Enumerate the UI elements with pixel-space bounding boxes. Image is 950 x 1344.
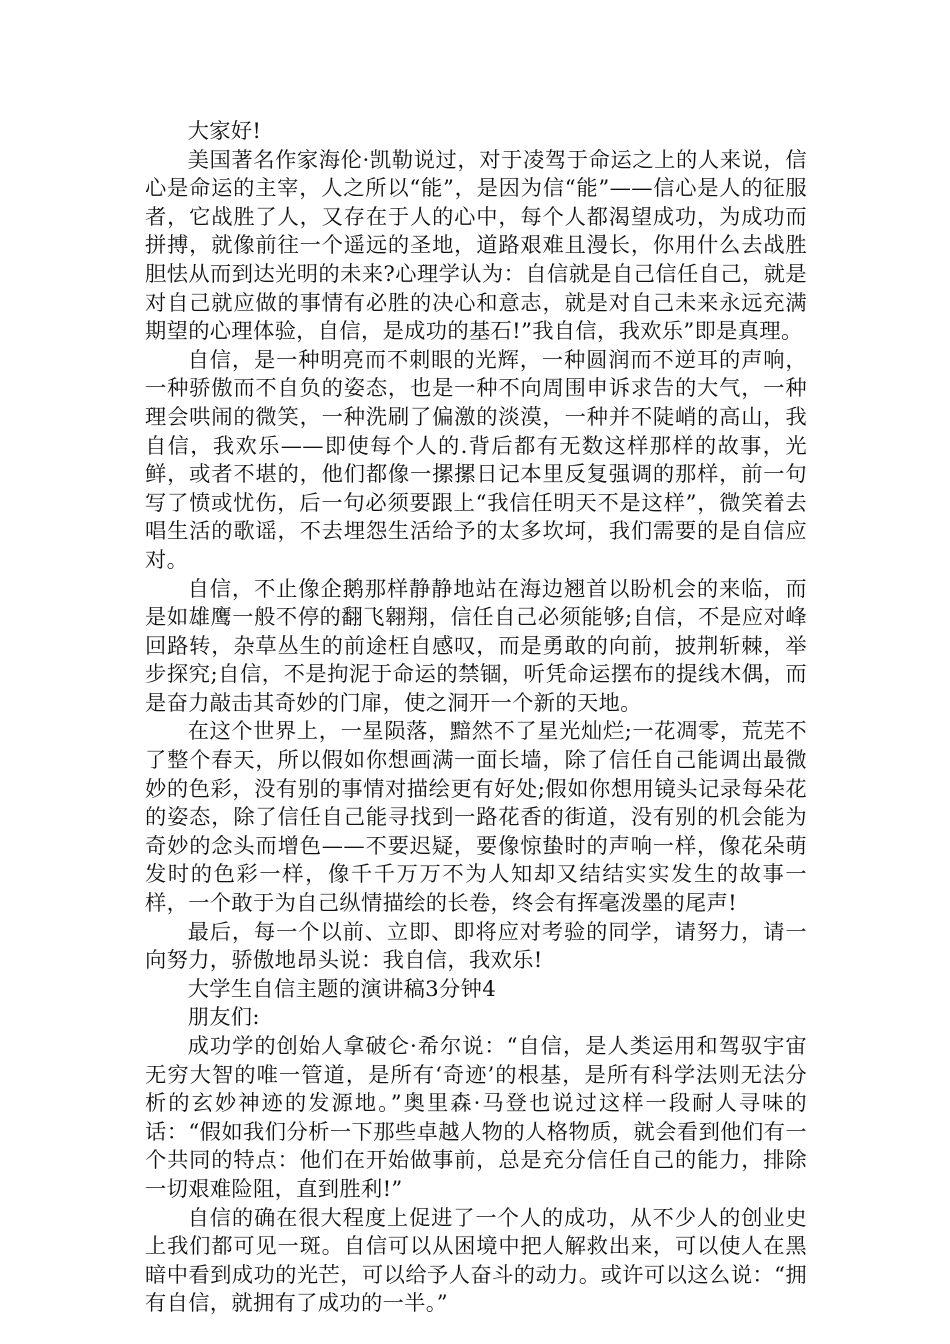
paragraph-confidence-light: 自信，是一种明亮而不刺眼的光辉，一种圆润而不逆耳的声响，一种骄傲而不自负的姿态，也是一种不向周围申诉求告的大气，一种理会哄闹的微笑，一种洗刷了偏激的淡漠，一种并不陡峭的高山，我自信，我欢乐——即使每个人的.背后都有无数这样那样的故事，光鲜，或者不堪的，他们都像一摞摞日记本里反复强调的那样，前一句写了愤或忧伤，后一句必须要跟上“我信任明天不是这样”，微笑着去唱生活的歌谣，不去埋怨生活给予的太多坎坷，我们需要的是自信应对。 bbox=[145, 347, 807, 573]
paragraph-helen-keller: 美国著名作家海伦·凯勒说过，对于凌驾于命运之上的人来说，信心是命运的主宰，人之所以“能”，是因为信“能”——信心是人的征服者，它战胜了人，又存在于人的心中，每个人都渴望成功，为成功而拼搏，就像前往一个遥远的圣地，道路艰难且漫长，你用什么去战胜胆怯从而到达光明的未来?心理学认为：自信就是自己信任自己，就是对自己就应做的事情有必胜的决心和意志，就是对自己未来永远充满期望的心理体验，自信，是成功的基石!”我自信，我欢乐”即是真理。 bbox=[145, 147, 807, 345]
paragraph-napoleon-hill: 成功学的创始人拿破仑·希尔说：“自信，是人类运用和驾驭宇宙无穷大智的唯一管道，是所有‘奇迹’的根基，是所有科学法则无法分析的玄妙神迹的发源地。”奥里森·马登也说过这样一段耐人寻味的话：“假如我们分析一下那些卓越人物的人格物质，就会看到他们有一个共同的特点：他们在开始做事前，总是充分信任自己的能力，排除一切艰难险阻，直到胜利!” bbox=[145, 1034, 807, 1202]
salutation: 朋友们: bbox=[187, 1005, 260, 1031]
greeting: 大家好! bbox=[187, 119, 262, 144]
paragraph-success: 自信的确在很大程度上促进了一个人的成功，从不少人的创业史上我们都可见一斑。自信可以从困境中把人解救出来，可以使人在黑暗中看到成功的光芒，可以给予人奋斗的动力。或许可以这么说：“拥有自信，就拥有了成功的一半。” bbox=[145, 1205, 807, 1317]
paragraph-closing: 最后，每一个以前、立即、即将应对考验的同学，请努力，请一向努力，骄傲地昂头说：我自信，我欢乐! bbox=[145, 919, 807, 974]
paragraph-confidence-eagle: 自信，不止像企鹅那样静静地站在海边翘首以盼机会的来临，而是如雄鹰一般不停的翻飞翱翔，信任自己必须能够;自信，不是应对峰回路转，杂草丛生的前途枉自感叹，而是勇敢的向前，披荆斩棘，举步探究;自信，不是拘泥于命运的禁锢，听凭命运摆布的提线木偶，而是奋力敲击其奇妙的门扉，使之洞开一个新的天地。 bbox=[145, 576, 807, 716]
section-title: 大学生自信主题的演讲稿3分钟4 bbox=[187, 976, 497, 1002]
paragraph-world-stars: 在这个世界上，一星陨落，黯然不了星光灿烂;一花凋零，荒芜不了整个春天，所以假如你想画满一面长墙，除了信任自己能调出最微妙的色彩，没有别的事情对描绘更有好处;假如你想用镜头记录每朵花的姿态，除了信任自己能寻找到一路花香的街道，没有别的机会能为奇妙的念头而增色——不要迟疑，要像惊蛰时的声响一样，像花朵萌发时的色彩一样，像千千万万不为人知却又结结实实发生的故事一样，一个敢于为自己纵情描绘的长卷，终会有挥毫泼墨的尾声! bbox=[145, 719, 807, 917]
document-body bbox=[145, 118, 807, 1319]
